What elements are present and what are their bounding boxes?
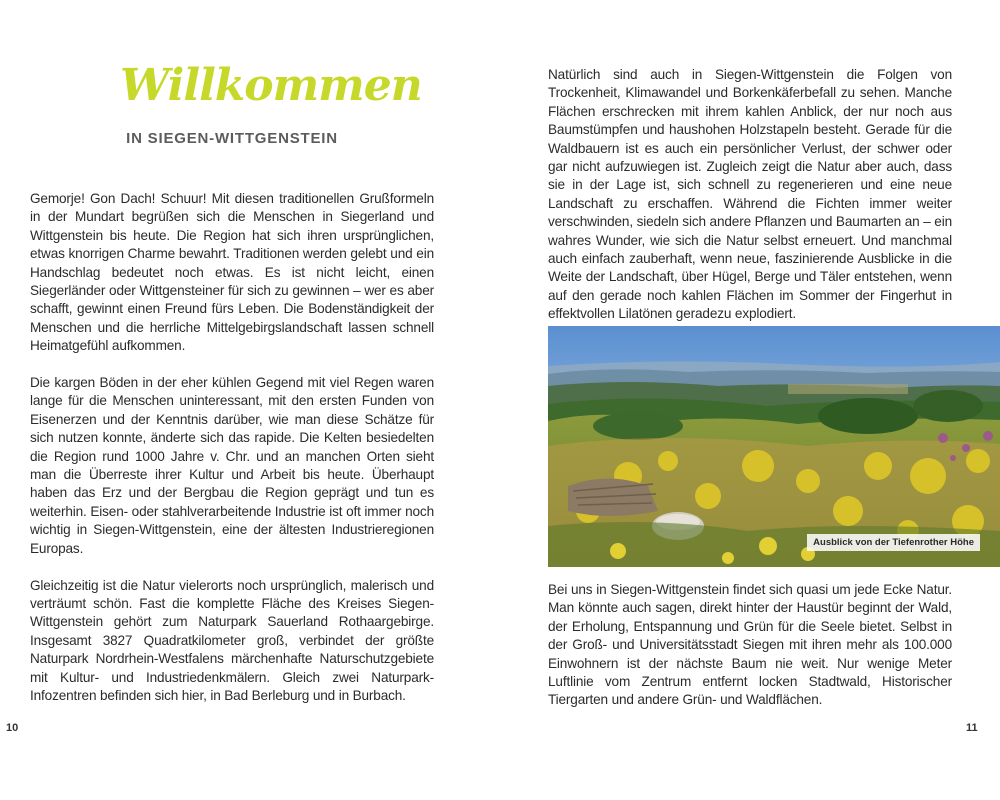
left-text-column xyxy=(30,190,434,705)
landscape-illustration xyxy=(548,326,1000,567)
right-page xyxy=(500,0,1000,800)
page-subtitle: IN SIEGEN-WITTGENSTEIN xyxy=(126,130,338,147)
landscape-photo xyxy=(548,326,1000,567)
forest-paragraph: Bei uns in Siegen-Wittgenstein findet sich quasi um jede Ecke Natur. Man könnte auch sagen, direkt hinter der Haustür beginnt der Wald, der Erholung, Entspannung und Grün für die Seele bietet. Selbst in der Groß- und Universitätsstadt Siegen mit ihren mehr als 100.000 Einwohnern ist der nächste Baum nie weit. Nur wenige Meter Luftlinie vom Zentrum entfernt locken Stadtwald, Historischer Tiergarten und andere Grün- und Waldflächen. xyxy=(548,582,952,708)
climate-paragraph: Natürlich sind auch in Siegen-Wittgenstein die Folgen von Trockenheit, Klimawandel und Borkenkäferbefall zu sehen. Manche Flächen erschrecken mit ihrem kahlen Anblick, der nur noch aus Baumstümpfen und haushohen Holzstapeln besteht. Gerade für die Waldbauern ist es auch ein persönlicher Verlust, der schwer oder gar nicht aufzuwiegen ist. Zugleich zeigt die Natur aber auch, dass sie in der Lage ist, sich schnell zu regenerieren und eine neue Landschaft zu erschaffen. Während die Fichten immer weiter verschwinden, siedeln sich andere Pflanzen und Baumarten an – ein wahres Wunder, wie sich die Natur selbst erneuert. Und manchmal auch einfach zauberhaft, wenn neue, faszinierende Ausblicke in die Weite der Landschaft, über Hügel, Berge und Täler entstehen, wenn auf den gerade noch kahlen Flächen im Sommer der Fingerhut in effektvollen Lilatönen geradezu explodiert. xyxy=(548,67,952,322)
nature-paragraph: Gleichzeitig ist die Natur vielerorts noch ursprünglich, malerisch und verträumt schön. Fast die komplette Fläche des Kreises Siegen-Wittgenstein gehört zum Naturpark Sauerland Rothaargebirge. Insgesamt 3827 Quadratkilometer groß, verbindet der größte Naturpark Nordrhein-Westfalens märchenhafte Naturschutzgebiete mit Kultur- und Industriedenkmälern. Gleich zwei Naturpark-Infozentren befinden sich hier, in Bad Berleburg und in Burbach. xyxy=(30,577,434,703)
intro-paragraph: Gemorje! Gon Dach! Schuur! Mit diesen traditionellen Grußformeln in der Mundart begrüßen sich die Menschen in Siegerland und Wittgenstein bis heute. Die Region hat sich ihren ursprünglichen, etwas knorrigen Charme bewahrt. Traditionen werden gelebt und ein Handschlag bedeutet noch etwas. Es ist nicht leicht, einen Siegerländer oder Wittgensteiner für sich zu gewinnen – wer es aber schafft, gewinnt einen Freund fürs Leben. Die Bodenständigkeit der Menschen und die herrliche Mittelgebirgslandschaft lassen schnell Heimatgefühl aufkommen. xyxy=(30,191,434,354)
right-text-column-bottom xyxy=(548,581,952,710)
right-text-column-top xyxy=(548,66,952,324)
page-number-right: 11 xyxy=(966,722,978,734)
photo-caption: Ausblick von der Tiefenrother Höhe xyxy=(807,534,980,551)
page-title: Willkommen xyxy=(120,60,422,111)
history-paragraph: Die kargen Böden in der eher kühlen Gegend mit viel Regen waren lange für die Menschen uninteressant, mit den ersten Funden von Eisenerzen und der Kenntnis darüber, wie man diese Schätze für sich nutzen konnte, änderte sich das rapide. Die Kelten besiedelten die Region rund 1000 Jahre v. Chr. und an manchen Orten sieht man die Überreste ihrer Kultur und Arbeit bis heute. Überhaupt haben das Erz und der Bergbau die Region geprägt und tun es weiterhin. Eisen- oder stahlverarbeitende Industrie ist oft immer noch wichtig in Siegen-Wittgenstein, eine der ältesten Industrieregionen Europas. xyxy=(30,375,434,556)
page-number-left: 10 xyxy=(6,722,19,734)
